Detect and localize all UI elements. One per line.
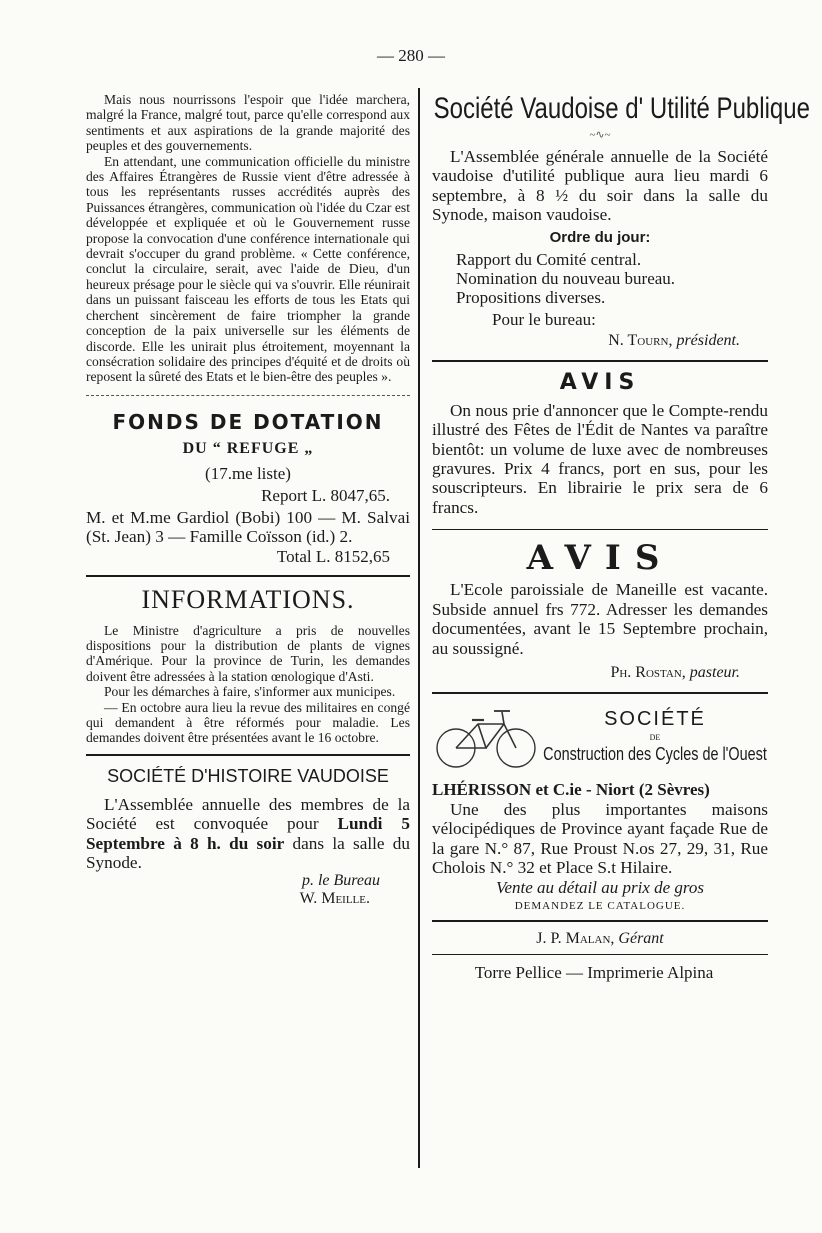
gerant-name: J. P. Malan, [536, 929, 615, 947]
divider [432, 692, 768, 694]
utilite-pour: Pour le bureau: [492, 309, 596, 329]
ordre-item: Nomination du nouveau bureau. [456, 269, 676, 289]
histoire-text-2: dans la salle du Synode. [86, 833, 410, 872]
utilite-section [432, 92, 810, 350]
histoire-signature: W. Meille. [299, 890, 370, 908]
utilite-signature [432, 332, 768, 350]
histoire-title: SOCIÉTÉ D'HISTOIRE VAUDOISE [107, 765, 389, 786]
cycles-societe: SOCIÉTÉ [604, 707, 706, 730]
fonds-liste: (17.me liste) [205, 463, 291, 483]
fonds-section [86, 410, 410, 567]
divider [432, 920, 768, 922]
utilite-text: L'Assemblée générale annuelle de la Société vaudoise d'utilité publique aura lieu mardi 6 septembre, à 8 ½ du soir dans la salle du Synode, maison vaudoise. [432, 147, 768, 225]
avis2-signature-role: pasteur. [689, 663, 740, 681]
divider [86, 575, 410, 577]
gerant [432, 930, 768, 948]
avis2-section [432, 538, 768, 682]
fonds-total: Total L. 8152,65 [276, 546, 390, 566]
ordre-list [432, 250, 768, 308]
histoire-date: Lundi 5 Septembre à 8 h. du soir [86, 814, 410, 853]
info-paragraph-2: Pour les démarches à faire, s'informer aux municipes. [104, 684, 396, 700]
imprimerie: Torre Pellice — Imprimerie Alpina [474, 962, 714, 982]
avis2-signature [432, 664, 768, 682]
cycles-heading [542, 702, 768, 765]
cycles-company: LHÉRISSON et C.ie - Niort (2 Sèvres) [432, 779, 710, 799]
info-paragraph-1: Le Ministre d'agriculture a pris de nouvelles dispositions pour la distribution de plants de vignes d'Amérique. Pour la province de Turin, les demandes doivent être adressées à la station œnologique d'Asti. [86, 622, 410, 684]
histoire-text-1: L'Assemblée annuelle des membres de la Société est convoquée pour [86, 794, 410, 834]
ordre-item: Propositions diverses. [456, 288, 606, 308]
info-paragraph-3: — En octobre aura lieu la revue des militaires en congé qui demandent à être réformés pour maladie. Les demandes doivent être présentées avant le 16 octobre. [86, 699, 410, 746]
dashed-divider [86, 395, 410, 396]
fonds-subtitle: DU “ REFUGE „ [182, 439, 314, 457]
divider [432, 954, 768, 955]
histoire-signature-for: p. le Bureau [301, 872, 380, 890]
fonds-title: FONDS DE DOTATION [112, 409, 384, 434]
page-number: — 280 — [377, 46, 445, 65]
histoire-text [86, 795, 410, 873]
gerant-role: Gérant [618, 929, 664, 947]
cycles-vente: Vente au détail au prix de gros [495, 877, 705, 897]
cycles-demandez: DEMANDEZ LE CATALOGUE. [514, 899, 686, 912]
avis2-title: AVIS [526, 538, 674, 579]
cycles-de: DE [649, 732, 661, 742]
cycles-construction: Construction des Cycles de l'Ouest [543, 743, 767, 764]
ornament-icon: ~∿~ [589, 129, 611, 141]
left-column [86, 92, 410, 908]
utilite-signature-name: N. Tourn, [608, 331, 673, 349]
intro-paragraph-2: En attendant, une communication officielle du ministre des Affaires Étrangères de Russie vient d'être adressée à tous les représentants russes accrédités auprès des Puissances étrangères, communication où l'idée du Czar est développée et expliquée et où le Gouvernement russe propose la convocation d'une conférence internationale qui devrait s'occuper du grand problème. « Cette conférence, conclut la circulaire, serait, avec l'aide de Dieu, d'un heureux présage pour le siècle qui va s'ouvrir. Elle réunirait dans un puissant faisceau les efforts de tous les Etats qui cherchent sincèrement de faire triompher la grande conception de la paix universelle sur les éléments de discorde. Elle les unirait plus étroitement, moyennant la consécration solidaire des principes d'équité et de droits où reposent la sûreté des Etats et le bien-être des peuples ». [86, 153, 410, 385]
ordre-item: Rapport du Comité central. [456, 249, 642, 269]
avis1-text: On nous prie d'annoncer que le Compte-rendu illustré des Fêtes de l'Édit de Nantes va paraître bientôt: un volume de luxe avec de nombreuses gravures. Prix 4 francs, port en sus, pour les souscripteurs. En librairie le prix sera de 6 francs. [432, 400, 768, 517]
informations-section [86, 585, 410, 746]
divider [432, 360, 768, 362]
right-column [432, 92, 810, 983]
intro-paragraph-1: Mais nous nourrissons l'espoir que l'idée marchera, malgré la France, malgré tout, parce qu'elle correspond aux sentiments et aux aspirations de la grande majorité des peuples et des gouvernements. [86, 92, 410, 154]
bicycle-icon [432, 702, 542, 772]
avis2-signature-name: Ph. Rostan, [610, 663, 686, 681]
avis1-section [432, 370, 768, 517]
cycles-section [432, 702, 768, 912]
fonds-entries: M. et M.me Gardiol (Bobi) 100 — M. Salvai (St. Jean) 3 — Famille Coïsson (id.) 2. [86, 507, 410, 547]
column-divider [418, 88, 420, 1168]
utilite-signature-role: président. [676, 331, 740, 349]
cycles-text: Une des plus importantes maisons vélocipédiques de Province ayant façade Rue de la gare N.° 87, Rue Proust N.os 27, 29, 31, Rue Cholois N.° 32 et Place S.t Hilaire. [432, 799, 768, 878]
utilite-title: Société Vaudoise d' Utilité Publique [433, 92, 810, 125]
ordre-title: Ordre du jour: [549, 228, 651, 246]
avis2-text: L'Ecole paroissiale de Maneille est vacante. Subside annuel frs 772. Adresser les demandes documentées, avant le 15 Septembre prochain, au soussigné. [432, 580, 768, 658]
histoire-section [86, 766, 410, 909]
avis1-title: AVIS [559, 369, 641, 395]
informations-title: INFORMATIONS. [141, 584, 355, 614]
cycles-header [432, 702, 768, 772]
divider [86, 754, 410, 756]
divider [432, 529, 768, 530]
fonds-report: Report L. 8047,65. [261, 485, 390, 505]
